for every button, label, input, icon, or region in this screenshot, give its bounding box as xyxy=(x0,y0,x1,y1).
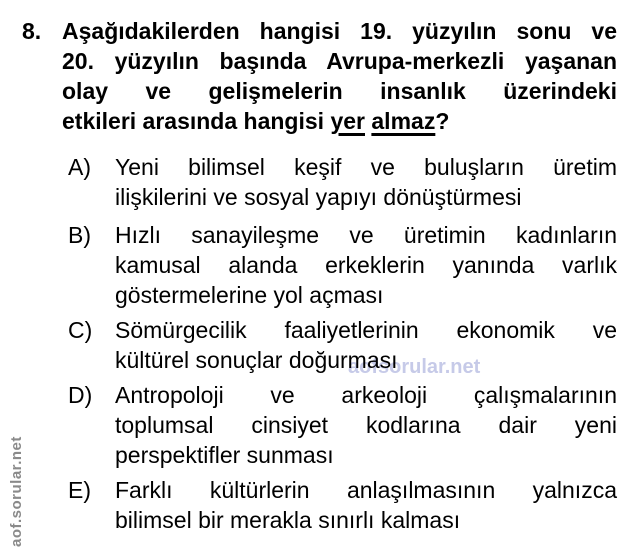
text-line: perspektifler sunması xyxy=(115,442,334,468)
text-line: Hızlı sanayileşme ve üretimin kadınların xyxy=(115,222,617,248)
text-line: Farklı kültürlerin anlaşılmasının yalnızca xyxy=(115,477,617,503)
answer-option-d xyxy=(0,380,638,470)
option-d-label: D) xyxy=(68,382,93,408)
text-line: olay ve gelişmelerin insanlık üzerindeki xyxy=(62,78,617,104)
option-e-label: E) xyxy=(68,477,91,503)
option-e-text xyxy=(115,475,617,535)
text-line: göstermelerine yol açması xyxy=(115,282,384,308)
question-final-line xyxy=(62,106,617,136)
watermark-site-vertical: aof.sorular.net xyxy=(8,436,25,547)
question-mark: ? xyxy=(435,108,450,134)
text-line: bilimsel bir merakla sınırlı kalması xyxy=(115,507,461,533)
option-b-text xyxy=(115,220,617,310)
text-line: Sömürgecilik faaliyetlerinin ekonomik ve xyxy=(115,317,617,343)
option-c-label: C) xyxy=(68,317,93,343)
question-final-prefix: etkileri arasında hangisi xyxy=(62,108,325,134)
answer-option-c xyxy=(0,315,638,375)
question-number: 8. xyxy=(22,18,42,44)
option-a-label: A) xyxy=(68,154,91,180)
text-line: ilişkilerini ve sosyal yapıyı dönüştürmesi xyxy=(115,184,522,210)
text-line: toplumsal cinsiyet kodlarına dair yeni xyxy=(115,412,617,438)
option-c-text xyxy=(115,315,617,375)
text-line: Yeni bilimsel keşif ve buluşların üretim xyxy=(115,154,617,180)
text-line: Aşağıdakilerden hangisi 19. yüzyılın sonu ve xyxy=(62,18,617,44)
underlined-word-almaz: almaz xyxy=(371,108,436,134)
watermark-site-center: aofsorular.net xyxy=(348,356,481,378)
question-body-lines xyxy=(62,16,617,106)
option-b-label: B) xyxy=(68,222,91,248)
text-line: kamusal alanda erkeklerin yanında varlık xyxy=(115,252,617,278)
text-line: kültürel sonuçlar doğurması xyxy=(115,347,398,373)
answer-option-a xyxy=(0,152,638,212)
option-a-text xyxy=(115,152,617,212)
option-d-text xyxy=(115,380,617,470)
text-line: Antropoloji ve arkeoloji çalışmalarının xyxy=(115,382,617,408)
question-text xyxy=(62,16,617,136)
answer-option-b xyxy=(0,220,638,310)
underlined-word-yer: yer xyxy=(330,108,365,134)
text-line: 20. yüzyılın başında Avrupa-merkezli yaşanan xyxy=(62,48,617,74)
answer-option-e xyxy=(0,475,638,535)
